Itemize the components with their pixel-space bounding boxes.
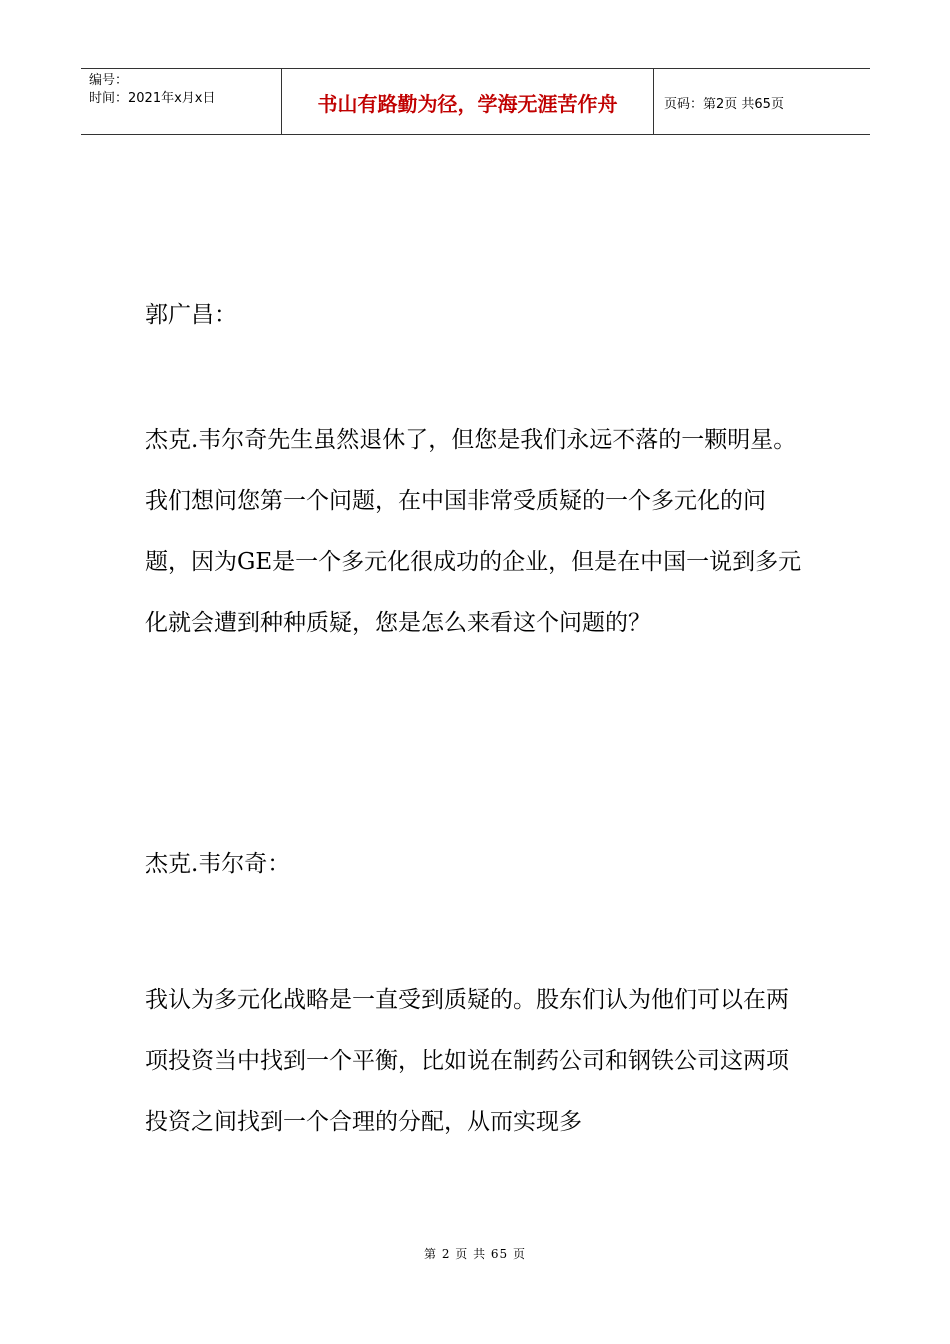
answer-paragraph: 我认为多元化战略是一直受到质疑的。股东们认为他们可以在两项投资当中找到一个平衡，比如说在制药公司和钢铁公司这两项投资之间找到一个合理的分配，从而实现多 xyxy=(145,987,789,1135)
time-label: 时间：2021年x月x日 xyxy=(89,91,216,106)
number-label: 编号： xyxy=(89,73,129,88)
page-header xyxy=(81,68,870,135)
header-meta xyxy=(81,69,281,135)
speaker-guo: 郭广昌： xyxy=(145,302,237,328)
speaker-welch: 杰克.韦尔奇： xyxy=(145,851,291,877)
header-page-code: 页码：第2页 共65页 xyxy=(664,96,784,112)
question-paragraph: 杰克.韦尔奇先生虽然退休了，但您是我们永远不落的一颗明星。我们想问您第一个问题，在中国非常受质疑的一个多元化的问题，因为GE是一个多元化很成功的企业，但是在中国一说到多元化就会遭到种种质疑，您是怎么来看这个问题的？ xyxy=(145,427,802,636)
page-footer: 第 2 页 共 65 页 xyxy=(424,1247,526,1261)
header-motto: 书山有路勤为径，学海无涯苦作舟 xyxy=(281,69,654,135)
